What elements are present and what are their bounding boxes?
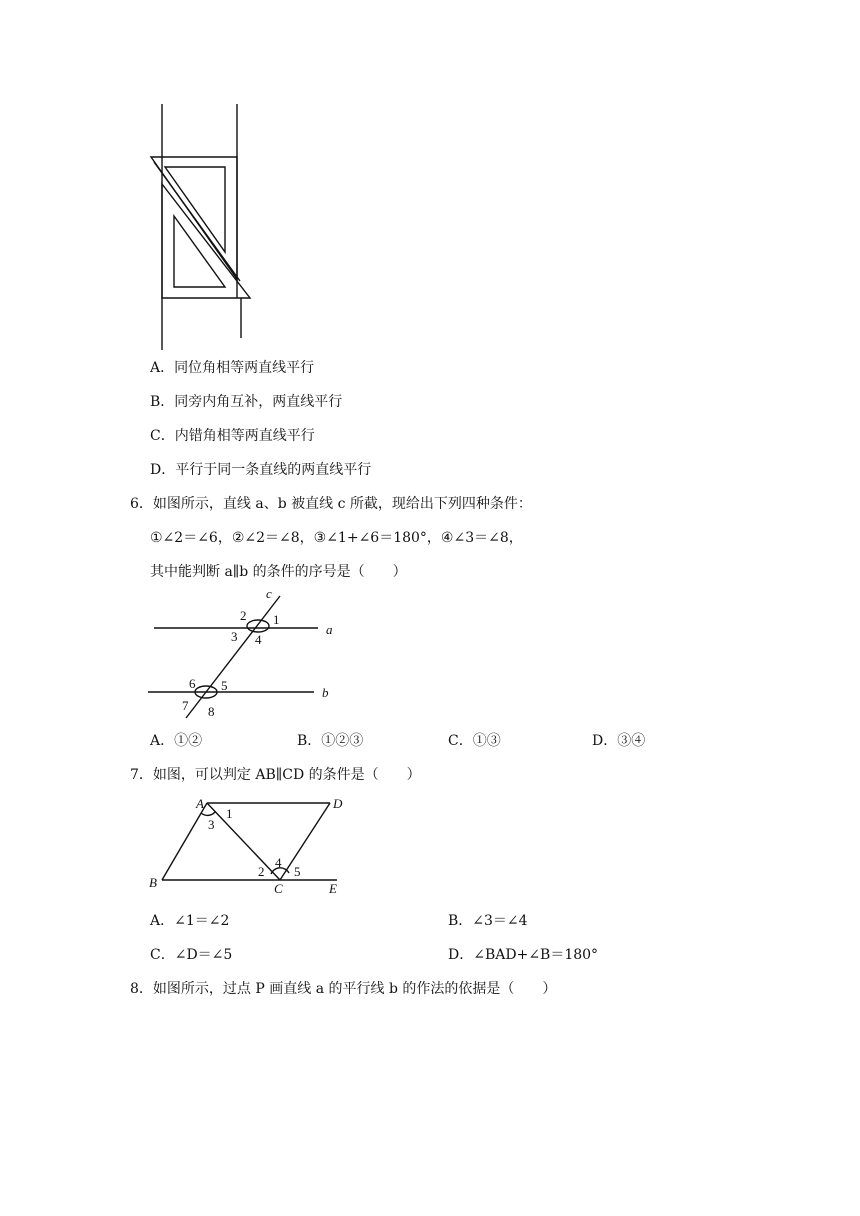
option-text: ①② xyxy=(174,733,203,749)
point-label-c: C xyxy=(274,881,283,896)
option-text: 平行于同一条直线的两直线平行 xyxy=(175,462,372,478)
angle-label-8: 8 xyxy=(208,704,215,719)
option-text: ∠D＝∠5 xyxy=(174,947,233,963)
option-text: ①③ xyxy=(472,733,501,749)
question-number: 8． xyxy=(130,981,153,997)
angle-label-4: 4 xyxy=(255,632,262,647)
option-letter: A． xyxy=(150,733,175,749)
option-text: ③④ xyxy=(617,733,646,749)
option-letter: C． xyxy=(150,428,175,444)
label-a: a xyxy=(326,622,333,637)
option-letter: C． xyxy=(448,733,473,749)
angle-label-3: 3 xyxy=(208,817,215,832)
option-text: ∠3＝∠4 xyxy=(472,913,528,929)
option-letter: D． xyxy=(448,947,474,963)
option-letter: B． xyxy=(448,913,473,929)
angle-label-7: 7 xyxy=(182,698,189,713)
point-label-b: B xyxy=(149,875,157,890)
option-letter: D． xyxy=(150,462,176,478)
q7-option-d xyxy=(448,945,598,965)
option-letter: B． xyxy=(150,394,175,410)
option-letter: B． xyxy=(297,733,322,749)
question-text: 如图，可以判定 AB∥CD 的条件是（ ） xyxy=(152,767,421,783)
question-number: 6． xyxy=(130,496,153,512)
option-text: ∠BAD+∠B＝180° xyxy=(473,947,599,963)
point-label-e: E xyxy=(329,881,337,896)
angle-label-5: 5 xyxy=(221,678,228,693)
angle-label-5: 5 xyxy=(294,864,301,879)
q7-option-c xyxy=(150,945,232,965)
option-letter: A． xyxy=(150,360,175,376)
angle-label-1: 1 xyxy=(226,806,233,821)
q6-stem-line-2: ①∠2＝∠6，②∠2＝∠8，③∠1+∠6＝180°，④∠3＝∠8， xyxy=(150,530,523,546)
q8-stem xyxy=(130,979,556,999)
angle-label-4: 4 xyxy=(275,855,282,870)
point-label-a: A xyxy=(196,796,204,811)
option-letter: C． xyxy=(150,947,175,963)
option-text: ∠1＝∠2 xyxy=(174,913,230,929)
option-text: 同旁内角互补，两直线平行 xyxy=(174,394,343,410)
point-label-d: D xyxy=(333,796,343,811)
option-text: 同位角相等两直线平行 xyxy=(174,360,315,376)
option-text: ①②③ xyxy=(321,733,364,749)
q7-option-b xyxy=(448,911,528,931)
angle-label-3: 3 xyxy=(231,629,238,644)
label-c: c xyxy=(266,586,272,601)
option-letter: A． xyxy=(150,913,175,929)
question-text: 如图所示，过点 P 画直线 a 的平行线 b 的作法的依据是（ ） xyxy=(152,981,557,997)
question-number: 7． xyxy=(130,767,153,783)
angle-label-1: 1 xyxy=(273,612,280,627)
label-b: b xyxy=(322,685,329,700)
option-letter: D． xyxy=(592,733,618,749)
angle-label-2: 2 xyxy=(240,608,247,623)
q7-option-a xyxy=(150,911,229,931)
question-text: 如图所示，直线 a、b 被直线 c 所截，现给出下列四种条件： xyxy=(152,496,532,512)
angle-label-6: 6 xyxy=(189,676,196,691)
angle-label-2: 2 xyxy=(258,864,265,879)
option-text: 内错角相等两直线平行 xyxy=(174,428,315,444)
q6-stem-line-3: 其中能判断 a∥b 的条件的序号是（ ） xyxy=(150,564,407,580)
